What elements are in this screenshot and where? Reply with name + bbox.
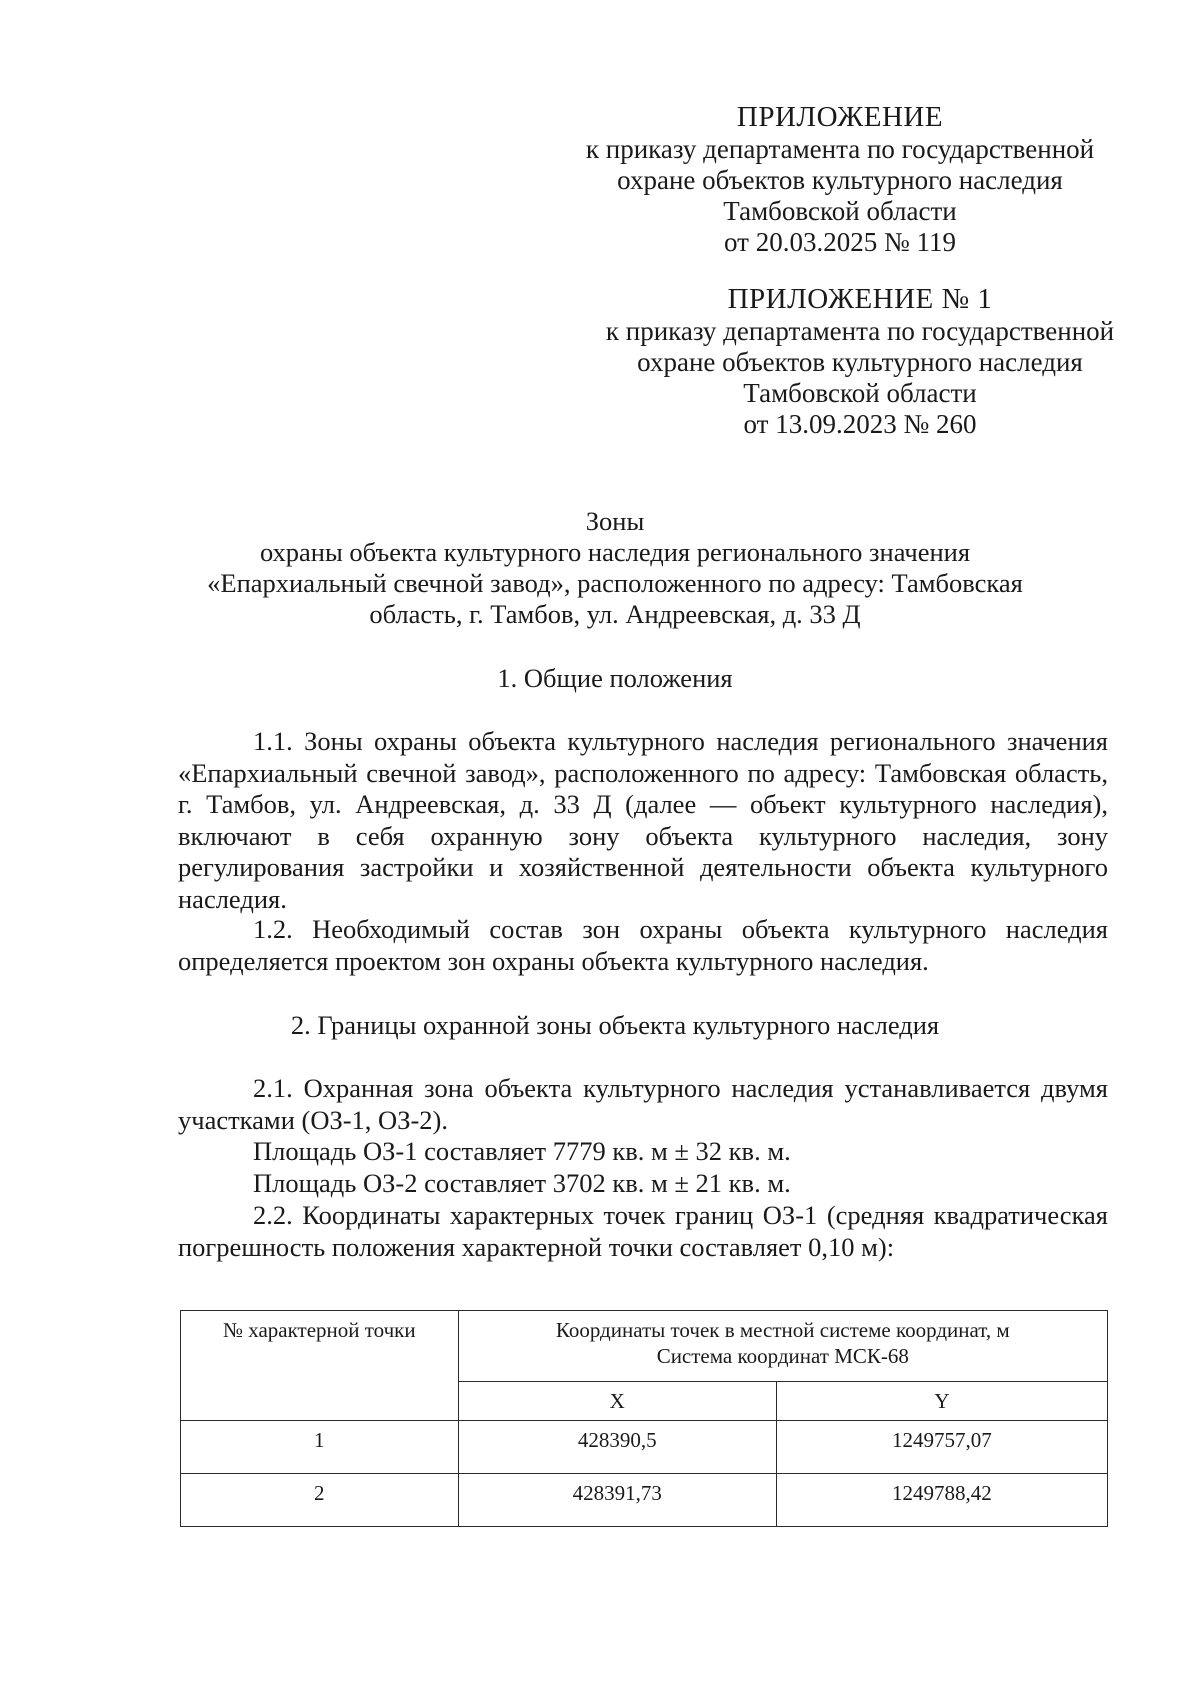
appendix1-line: от 13.09.2023 № 260 xyxy=(743,409,977,439)
table-row xyxy=(181,1421,1108,1474)
paragraph-1-2: 1.2. Необходимый состав зон охраны объекта культурного наследия определяется проектом зон охраны объекта культурного наследия. xyxy=(178,914,1108,976)
header-coordinates-line1: Координаты точек в местной системе координат, м xyxy=(555,1318,1010,1342)
title-line: охраны объекта культурного наследия регионального значения xyxy=(259,537,971,567)
cell-x: 428391,73 xyxy=(458,1474,776,1527)
paragraph-2-2: 2.2. Координаты характерных точек границ ОЗ-1 (средняя квадратическая погрешность положения характерной точки составляет 0,10 м): xyxy=(178,1200,1108,1262)
appendix1-line: Тамбовской области xyxy=(743,378,977,408)
cell-point: 2 xyxy=(181,1474,459,1527)
title-line: Зоны xyxy=(585,506,645,536)
coordinates-table xyxy=(180,1310,1108,1527)
cell-x: 428390,5 xyxy=(458,1421,776,1474)
header-point-number: № характерной точки xyxy=(181,1311,459,1421)
header-coordinates xyxy=(458,1311,1107,1382)
appendix-title: ПРИЛОЖЕНИЕ xyxy=(736,101,944,133)
section-2-heading: 2. Границы охранной зоны объекта культурного наследия xyxy=(290,1010,940,1040)
appendix1-header xyxy=(590,282,1130,440)
area-oz2: Площадь ОЗ-2 составляет 3702 кв. м ± 21 кв. м. xyxy=(253,1168,791,1198)
cell-y: 1249757,07 xyxy=(776,1421,1107,1474)
appendix-line: от 20.03.2025 № 119 xyxy=(724,227,956,257)
area-oz1: Площадь ОЗ-1 составляет 7779 кв. м ± 32 кв. м. xyxy=(253,1136,791,1166)
header-x: X xyxy=(458,1382,776,1421)
appendix1-line: к приказу департамента по государственной xyxy=(605,316,1115,346)
paragraph-2-1: 2.1. Охранная зона объекта культурного наследия устанавливается двумя участками (ОЗ-1, ОЗ-2). xyxy=(178,1073,1108,1135)
table-header-row xyxy=(181,1311,1108,1382)
appendix-line: к приказу департамента по государственной xyxy=(585,134,1095,164)
header-coordinates-line2: Система координат МСК-68 xyxy=(656,1344,909,1368)
appendix-line: Тамбовской области xyxy=(723,196,957,226)
header-y: Y xyxy=(776,1382,1107,1421)
paragraph-1-1: 1.1. Зоны охраны объекта культурного наследия регионального значения «Епархиальный свечной завод», расположенного по адресу: Тамбовская область, г. Тамбов, ул. Андреевская, д. 33 Д (далее — объект культурного наследия), включают в себя охранную зону объекта культурного наследия, зону регулирования застройки и хозяйственной деятельности объекта культурного наследия. xyxy=(178,726,1108,914)
appendix1-title: ПРИЛОЖЕНИЕ № 1 xyxy=(727,283,993,315)
title-line: область, г. Тамбов, ул. Андреевская, д. 33 Д xyxy=(369,599,861,629)
table-row xyxy=(181,1474,1108,1527)
document-title xyxy=(175,506,1055,630)
section-1-heading: 1. Общие положения xyxy=(497,663,733,693)
cell-y: 1249788,42 xyxy=(776,1474,1107,1527)
appendix1-line: охране объектов культурного наследия xyxy=(637,347,1083,377)
title-line: «Епархиальный свечной завод», расположенного по адресу: Тамбовская xyxy=(207,568,1023,598)
cell-point: 1 xyxy=(181,1421,459,1474)
appendix-line: охране объектов культурного наследия xyxy=(617,165,1063,195)
appendix-header xyxy=(570,100,1110,258)
